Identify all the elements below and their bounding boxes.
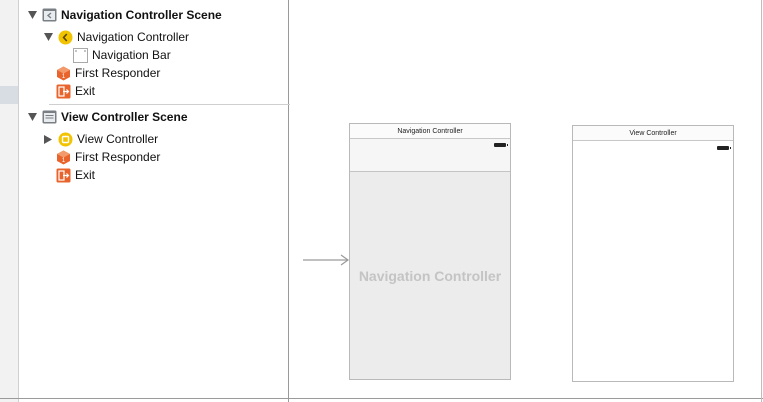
scene-separator xyxy=(49,104,297,105)
outline-item-label: First Responder xyxy=(75,66,161,80)
outline-item-label: Exit xyxy=(75,84,96,98)
initial-scene-arrow-icon xyxy=(303,253,351,267)
scene-icon xyxy=(42,8,57,23)
outline-item-navigation-controller[interactable] xyxy=(43,28,189,46)
navigation-bar-icon xyxy=(73,48,88,63)
navigation-controller-icon xyxy=(58,30,73,45)
outline-nav-scene[interactable] xyxy=(27,6,222,24)
outline-item-first-responder[interactable] xyxy=(56,148,160,166)
disclosure-expanded-icon[interactable] xyxy=(27,112,37,122)
battery-icon xyxy=(494,143,506,147)
scene-title: Navigation Controller xyxy=(350,124,510,139)
navigator-selection xyxy=(0,86,18,104)
navigation-controller-scene[interactable] xyxy=(349,123,511,380)
outline-item-label: Navigation Bar xyxy=(92,48,171,62)
exit-icon xyxy=(56,168,71,183)
outline-item-view-controller[interactable] xyxy=(43,130,158,148)
battery-icon xyxy=(717,146,729,150)
disclosure-expanded-icon[interactable] xyxy=(43,32,53,42)
svg-text:1: 1 xyxy=(61,73,66,80)
disclosure-expanded-icon[interactable] xyxy=(27,10,37,20)
outline-vc-scene[interactable] xyxy=(27,108,188,126)
outline-item-exit[interactable] xyxy=(56,166,95,184)
outline-item-label: Exit xyxy=(75,168,96,182)
outline-item-label: Navigation Controller xyxy=(77,30,190,44)
disclosure-collapsed-icon[interactable] xyxy=(43,134,53,144)
outline-item-navigation-bar[interactable] xyxy=(73,46,171,64)
navigation-controller-body[interactable] xyxy=(350,172,510,379)
placeholder-label: Navigation Controller xyxy=(358,267,502,284)
navigator-strip xyxy=(0,0,19,402)
document-outline xyxy=(19,0,289,402)
outline-item-first-responder[interactable] xyxy=(56,64,160,82)
outline-item-exit[interactable] xyxy=(56,82,95,100)
navigation-bar[interactable] xyxy=(350,139,510,172)
outline-nav-scene-label: Navigation Controller Scene xyxy=(61,8,222,22)
svg-text:1: 1 xyxy=(61,157,66,164)
first-responder-icon xyxy=(56,66,71,81)
divider xyxy=(0,398,763,399)
scene-title: View Controller xyxy=(573,126,733,141)
divider xyxy=(761,0,762,402)
outline-item-label: View Controller xyxy=(77,132,159,146)
view-controller-icon xyxy=(58,132,73,147)
exit-icon xyxy=(56,84,71,99)
scene-icon xyxy=(42,110,57,125)
first-responder-icon xyxy=(56,150,71,165)
outline-vc-scene-label: View Controller Scene xyxy=(61,110,188,124)
outline-item-label: First Responder xyxy=(75,150,161,164)
view-controller-scene[interactable] xyxy=(572,125,734,382)
